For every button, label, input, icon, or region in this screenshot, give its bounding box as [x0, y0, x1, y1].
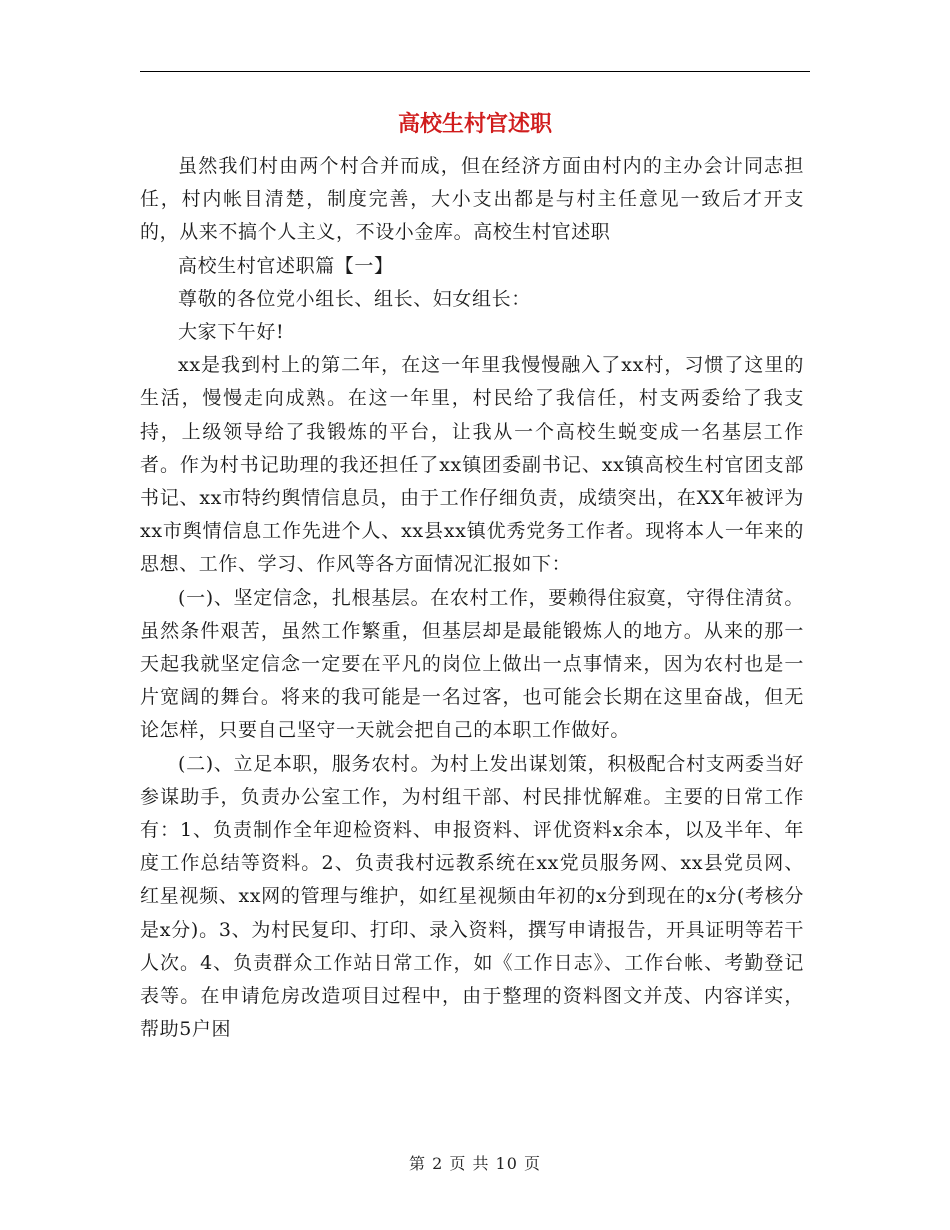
- greeting: 大家下午好!: [178, 321, 285, 344]
- section-heading: 高校生村官述职篇【一】: [178, 254, 394, 277]
- paragraph: xx是我到村上的第二年，在这一年里我慢慢融入了xx村，习惯了这里的生活，慢慢走向成熟。在这一年里，村民给了我信任，村支两委给了我支持，上级领导给了我锻炼的平台，让我从一个高校生蜕变成一名基层工作者。作为村书记助理的我还担任了xx镇团委副书记、xx镇高校生村官团支部书记、xx市特约舆情信息员，由于工作仔细负责，成绩突出，在XX年被评为xx市舆情信息工作先进个人、xx县xx镇优秀党务工作者。现将本人一年来的思想、工作、学习、作风等各方面情况汇报如下：: [140, 354, 804, 576]
- paragraph: 虽然我们村由两个村合并而成，但在经济方面由村内的主办会计同志担任，村内帐目清楚，制度完善，大小支出都是与村主任意见一致后才开支的，从来不搞个人主义，不设小金库。高校生村官述职: [140, 155, 804, 244]
- salutation: 尊敬的各位党小组长、组长、妇女组长：: [178, 287, 531, 310]
- document-body: [140, 150, 804, 1046]
- paragraph: (二)、立足本职，服务农村。为村上发出谋划策，积极配合村支两委当好参谋助手，负责办公室工作，为村组干部、村民排忧解难。主要的日常工作有：1、负责制作全年迎检资料、申报资料、评优资料x余本，以及半年、年度工作总结等资料。2、负责我村远教系统在xx党员服务网、xx县党员网、红星视频、xx网的管理与维护，如红星视频由年初的x分到现在的x分(考核分是x分)。3、为村民复印、打印、录入资料，撰写申请报告，开具证明等若干人次。4、负责群众工作站日常工作，如《工作日志》、工作台帐、考勤登记表等。在申请危房改造项目过程中，由于整理的资料图文并茂、内容详实，帮助5户困: [140, 752, 804, 1041]
- paragraph: (一)、坚定信念，扎根基层。在农村工作，要赖得住寂寞，守得住清贫。虽然条件艰苦，虽然工作繁重，但基层却是最能锻炼人的地方。从来的那一天起我就坚定信念一定要在平凡的岗位上做出一点事情来，因为农村也是一片宽阔的舞台。将来的我可能是一名过客，也可能会长期在这里奋战，但无论怎样，只要自己坚守一天就会把自己的本职工作做好。: [140, 586, 804, 742]
- document-title: 高校生村官述职: [397, 111, 552, 137]
- header-rule: [140, 71, 810, 72]
- page-number: 第 2 页 共 10 页: [409, 1154, 541, 1173]
